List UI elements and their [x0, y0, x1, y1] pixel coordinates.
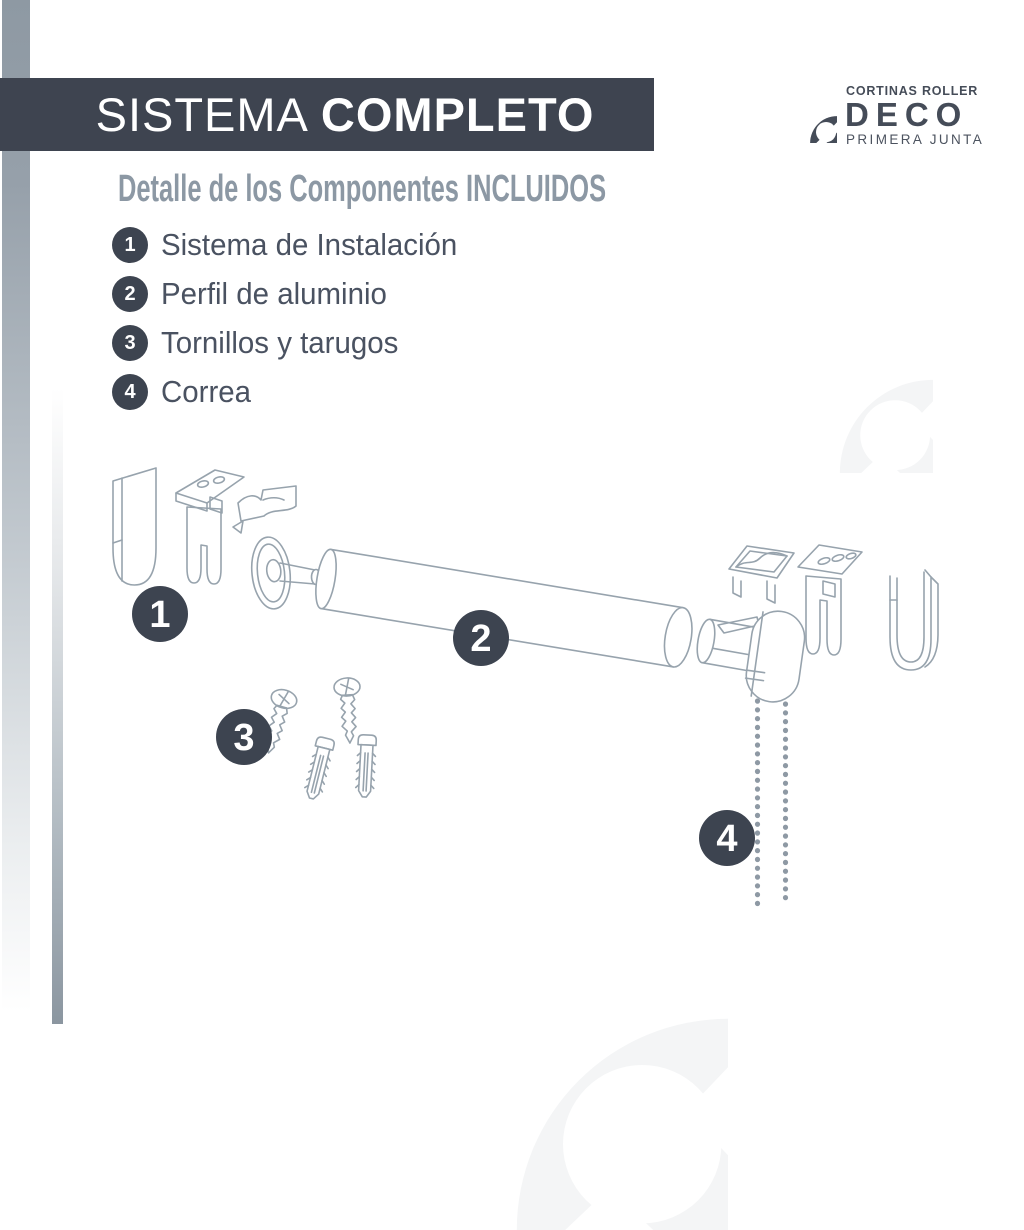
- clover-flower-icon: [781, 87, 837, 143]
- svg-text:4: 4: [716, 818, 738, 860]
- svg-text:2: 2: [470, 618, 492, 660]
- mount-clip-left: [233, 486, 296, 533]
- diagram-badge-4: [699, 810, 755, 866]
- svg-text:1: 1: [149, 594, 171, 636]
- header-title-light: SISTEMA: [95, 88, 309, 141]
- brand-logo: [781, 84, 984, 147]
- cradle-clip-right: [729, 546, 794, 603]
- brand-name: DECO: [845, 96, 969, 133]
- header-band: [0, 78, 654, 151]
- svg-text:3: 3: [233, 717, 255, 759]
- diagram-badge-2: [453, 610, 509, 666]
- list-item: [112, 374, 473, 410]
- screw: [334, 677, 363, 743]
- wall-plug: [355, 735, 376, 798]
- installation-bracket-right: [798, 545, 862, 655]
- list-item: [112, 276, 473, 312]
- component-label: Sistema de Instalación: [161, 227, 458, 262]
- brand-tagline-bottom: PRIMERA JUNTA: [846, 131, 985, 147]
- list-item: [112, 325, 473, 361]
- list-badge-3: 3: [112, 325, 148, 361]
- section-title: Detalle de los Componentes INCLUIDOS: [118, 168, 607, 210]
- list-badge-4: 4: [112, 374, 148, 410]
- pin-disc-end: [248, 535, 326, 611]
- header-title-bold: COMPLETO: [320, 88, 595, 141]
- component-label: Tornillos y tarugos: [161, 325, 399, 360]
- component-label: Correa: [161, 374, 252, 409]
- brand-tagline-top: CORTINAS ROLLER: [846, 84, 979, 98]
- cover-cap-left: [113, 468, 156, 585]
- wall-plug: [303, 736, 335, 801]
- bead-chain: [758, 701, 786, 906]
- list-badge-2: 2: [112, 276, 148, 312]
- diagram-badge-3: [216, 709, 272, 765]
- cover-cap-right: [890, 570, 938, 670]
- list-item: [112, 227, 473, 263]
- diagram-badge-1: [132, 586, 188, 642]
- components-list: [112, 227, 473, 423]
- list-badge-1: 1: [112, 227, 148, 263]
- component-label: Perfil de aluminio: [161, 276, 387, 311]
- brand-logo-text: [846, 84, 984, 147]
